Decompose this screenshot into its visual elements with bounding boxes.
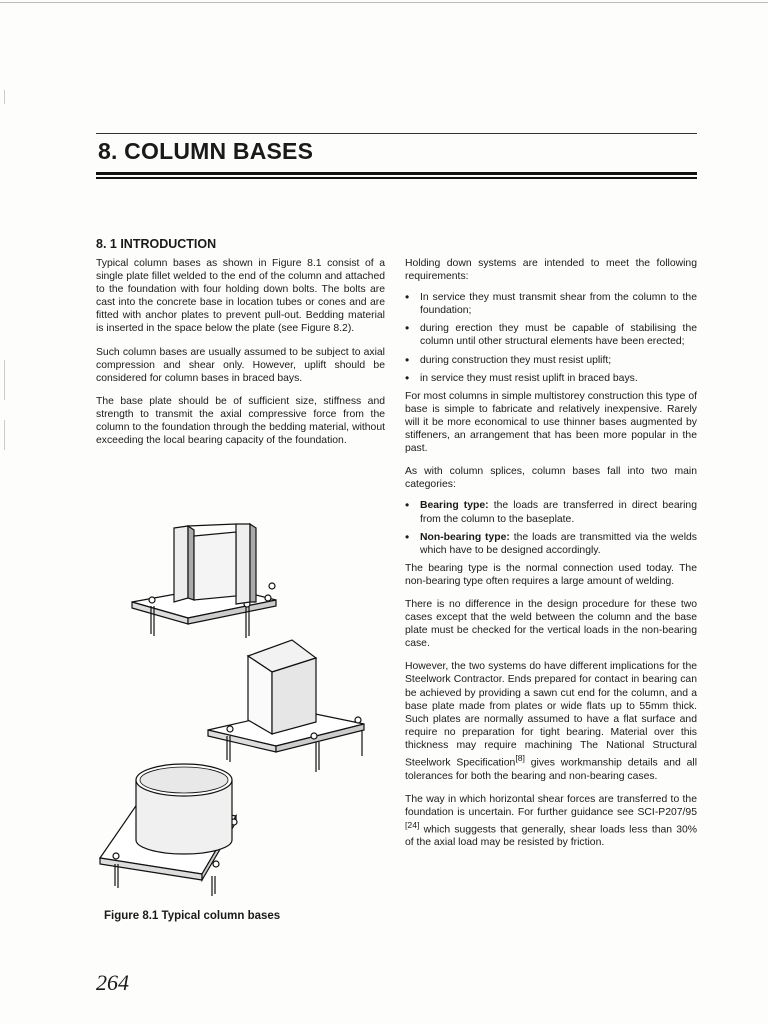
requirements-list xyxy=(405,291,697,385)
reference-marker: [24] xyxy=(405,819,420,830)
paragraph-implications xyxy=(405,660,697,782)
paragraph-bearing-type: The bearing type is the normal connection used today. The non-bearing type often requires a large amount of welding. xyxy=(405,562,697,587)
text-run: which suggests that generally, shear loads less than 30% of the axial load may be resisted by friction. xyxy=(405,824,697,849)
list-item: • In service they must transmit shear from the column to the foundation; xyxy=(405,291,697,317)
scan-edge-mark xyxy=(4,360,5,400)
list-item: • in service they must resist uplift in braced bays. xyxy=(405,372,697,385)
list-item xyxy=(405,499,697,525)
page-number: 264 xyxy=(96,970,129,995)
list-item: • during erection they must be capable of stabilising the column until other structural elements have been erected; xyxy=(405,322,697,348)
figure-column-bases xyxy=(96,518,396,898)
text-run: gives workmanship details and all tolerances for both the bearing and non-bearing cases. xyxy=(405,757,697,782)
reference-marker: [8] xyxy=(515,753,525,763)
list-item xyxy=(405,531,697,557)
base-h-section-column xyxy=(132,524,276,638)
title-rule-top xyxy=(96,133,697,134)
paragraph-horizontal-shear xyxy=(405,793,697,850)
text-run: However, the two systems do have different implications for the Steelwork Contractor. Ends prepared for contact in bearing can be achieved by providing a sawn cut end for the column, and a base plate made from plates or wide flats up to 55mm thick. Such plates are normally assumed to have a flat surface and require no preparation for tight bearing. Material over this thickness may require machining The National Structural Steelwork Specification xyxy=(405,661,697,769)
paragraph-base-plate: The base plate should be of sufficient size, stiffness and strength to transmit the axial compressive force from the column to the foundation through the bedding material, without exceeding the local bearing capacity of the foundation. xyxy=(96,395,385,447)
scan-edge-mark xyxy=(4,420,5,450)
paragraph-no-difference: There is no difference in the design procedure for these two cases except that the weld between the column and the base plate must be checked for the vertical loads in the non-bearing case. xyxy=(405,598,697,650)
category-term: Bearing type: xyxy=(420,500,489,512)
text-run: The way in which horizontal shear forces are transferred to the foundation is uncertain. For further guidance see SCI-P207/95 xyxy=(405,793,697,818)
base-circular-hollow-column xyxy=(100,764,237,896)
paragraph-assumptions: Such column bases are usually assumed to be subject to axial compression and shear only. However, uplift should be considered for column bases in braced bays. xyxy=(96,346,385,384)
list-item: • during construction they must resist uplift; xyxy=(405,354,697,367)
category-text: the loads are transmitted via the welds which have to be designed accordingly. xyxy=(420,531,697,556)
title-rule-thick xyxy=(96,177,697,179)
category-text: the loads are transferred in direct bearing from the column to the baseplate. xyxy=(420,500,697,525)
paragraph-simple-construction: For most columns in simple multistorey construction this type of base is simple to fabricate and relatively inexpensive. Rarely will it be more economical to use thinner bases augmented by stiffeners, an arrangement that has been more popular in the past. xyxy=(405,390,697,455)
figure-caption: Figure 8.1 Typical column bases xyxy=(104,910,281,922)
base-square-hollow-column xyxy=(208,640,364,772)
categories-list xyxy=(405,499,697,556)
paragraph-holding-down-intro: Holding down systems are intended to meet the following requirements: xyxy=(405,258,697,283)
section-heading: 8. 1 INTRODUCTION xyxy=(96,237,217,251)
scan-edge-mark xyxy=(4,90,5,104)
category-term: Non-bearing type: xyxy=(420,531,510,543)
page-top-edge xyxy=(0,2,768,3)
left-column xyxy=(96,257,385,457)
paragraph-categories-intro: As with column splices, column bases fall into two main categories: xyxy=(405,466,697,491)
right-column xyxy=(405,257,697,860)
title-rule-thick xyxy=(96,172,697,175)
paragraph-typical-bases: Typical column bases as shown in Figure 8.1 consist of a single plate fillet welded to the end of the column and attached to the foundation with four holding down bolts. The bolts are cast into the concrete base in location tubes or cones and are fitted with anchor plates to prevent pull-out. Bedding material is inserted in the space below the plate (see Figure 8.2). xyxy=(96,258,385,335)
chapter-title: 8. COLUMN BASES xyxy=(98,138,314,164)
